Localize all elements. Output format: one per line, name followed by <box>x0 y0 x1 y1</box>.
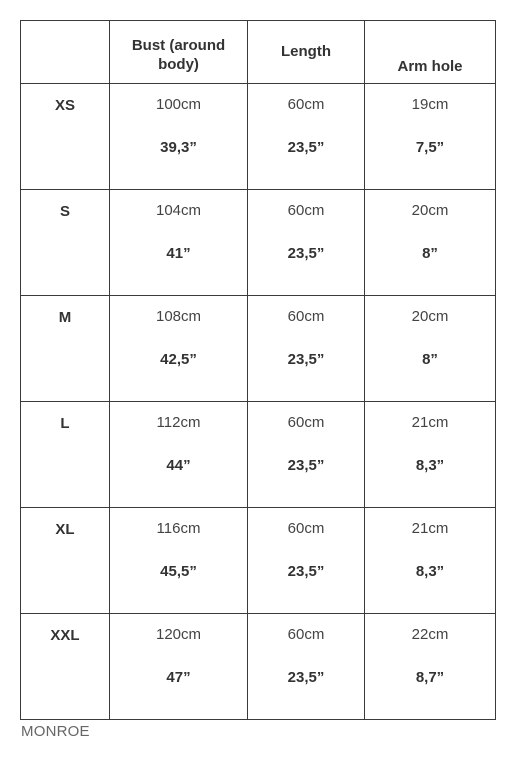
arm-hole-cell <box>365 614 496 720</box>
arm-hole-cm: 21cm <box>411 520 449 537</box>
header-bust <box>110 21 248 84</box>
bust-inches: 45,5” <box>160 563 197 580</box>
size-cell <box>21 508 110 614</box>
arm-hole-cm: 21cm <box>411 414 449 431</box>
header-length-label: Length <box>281 43 331 60</box>
table-row <box>21 84 496 190</box>
arm-hole-cm: 20cm <box>411 308 449 325</box>
length-cm: 60cm <box>287 96 325 113</box>
length-inches: 23,5” <box>287 669 325 686</box>
bust-cm: 112cm <box>156 414 201 431</box>
bust-inches: 39,3” <box>160 139 197 156</box>
length-cm: 60cm <box>287 308 325 325</box>
length-inches: 23,5” <box>287 351 325 368</box>
arm-hole-inches: 7,5” <box>415 139 445 156</box>
length-cm: 60cm <box>287 202 325 219</box>
table-row <box>21 296 496 402</box>
footer-caption: MONROE <box>21 723 90 740</box>
arm-hole-cm: 19cm <box>411 96 449 113</box>
size-label: S <box>59 203 70 220</box>
bust-cm: 100cm <box>155 96 202 113</box>
length-inches: 23,5” <box>287 245 325 262</box>
length-cell <box>248 190 365 296</box>
header-length <box>248 21 365 84</box>
size-cell <box>21 614 110 720</box>
arm-hole-cell <box>365 296 496 402</box>
arm-hole-cell <box>365 84 496 190</box>
size-cell <box>21 296 110 402</box>
size-cell <box>21 402 110 508</box>
size-label: XL <box>55 521 75 538</box>
bust-cm: 108cm <box>155 308 202 325</box>
arm-hole-inches: 8,3” <box>415 563 445 580</box>
length-cm: 60cm <box>287 626 325 643</box>
length-cell <box>248 508 365 614</box>
size-chart-table <box>20 20 496 720</box>
size-label: XS <box>54 97 75 114</box>
bust-cm: 120cm <box>155 626 202 643</box>
arm-hole-inches: 8,7” <box>415 669 445 686</box>
bust-inches: 42,5” <box>160 351 197 368</box>
length-cm: 60cm <box>287 520 325 537</box>
table-row <box>21 508 496 614</box>
bust-inches: 47” <box>166 669 191 686</box>
bust-cell <box>110 614 248 720</box>
header-blank-cell <box>21 21 110 84</box>
size-label: L <box>60 415 70 432</box>
bust-cell <box>110 84 248 190</box>
bust-cell <box>110 508 248 614</box>
length-cell <box>248 84 365 190</box>
table-row <box>21 402 496 508</box>
size-label: M <box>58 309 72 326</box>
size-label: XXL <box>50 627 80 644</box>
arm-hole-inches: 8” <box>422 351 438 368</box>
arm-hole-cell <box>365 402 496 508</box>
length-cell <box>248 614 365 720</box>
bust-cell <box>110 402 248 508</box>
table-row <box>21 190 496 296</box>
length-cm: 60cm <box>287 414 325 431</box>
header-arm-hole-label: Arm hole <box>397 58 463 75</box>
length-cell <box>248 402 365 508</box>
length-inches: 23,5” <box>287 139 325 156</box>
header-row <box>21 21 496 84</box>
length-cell <box>248 296 365 402</box>
bust-inches: 41” <box>166 245 191 262</box>
header-arm-hole <box>365 21 496 84</box>
header-bust-label: Bust (around body) <box>131 37 226 73</box>
length-inches: 23,5” <box>287 563 325 580</box>
bust-inches: 44” <box>166 457 191 474</box>
arm-hole-inches: 8,3” <box>415 457 445 474</box>
arm-hole-cell <box>365 508 496 614</box>
bust-cm: 116cm <box>156 520 201 537</box>
arm-hole-cm: 20cm <box>411 202 449 219</box>
bust-cell <box>110 190 248 296</box>
arm-hole-cm: 22cm <box>411 626 449 643</box>
table-row <box>21 614 496 720</box>
bust-cm: 104cm <box>155 202 202 219</box>
size-cell <box>21 190 110 296</box>
size-cell <box>21 84 110 190</box>
arm-hole-cell <box>365 190 496 296</box>
arm-hole-inches: 8” <box>422 245 438 262</box>
bust-cell <box>110 296 248 402</box>
length-inches: 23,5” <box>287 457 325 474</box>
